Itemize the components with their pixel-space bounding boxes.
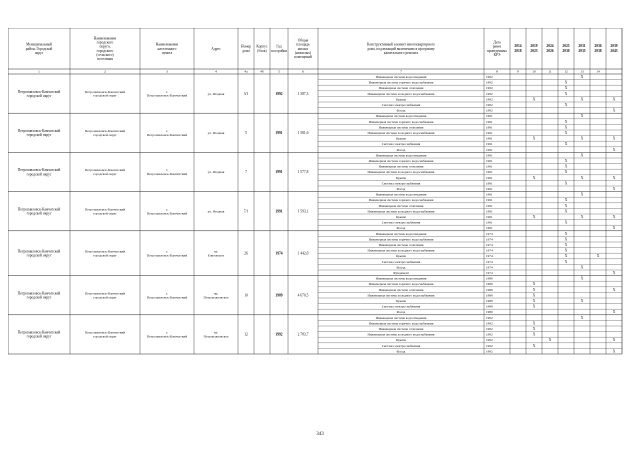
repair-date: 1992 bbox=[486, 103, 493, 107]
repair-date: 1989 bbox=[486, 276, 493, 281]
year-header-text: 2035 bbox=[578, 49, 586, 53]
element-name: Инженерная система отопления bbox=[378, 243, 424, 247]
element-name: Инженерная система отопления bbox=[378, 327, 424, 331]
element-name: Крыша bbox=[395, 175, 407, 180]
element-name: Инженерная система водоотведения bbox=[375, 276, 427, 281]
house-number: 10 bbox=[244, 293, 248, 298]
element-name: Фундамент bbox=[393, 271, 409, 275]
repair-date: 1991 bbox=[486, 215, 493, 219]
header-cell-text: дома bbox=[242, 48, 250, 53]
repair-mark: X bbox=[564, 198, 568, 203]
house-number: 3/1 bbox=[243, 91, 249, 96]
district-text: Петропавловск-Камчатский bbox=[17, 249, 61, 254]
district-text: Петропавловск-Камчатский bbox=[17, 330, 61, 335]
repair-date: 1991 bbox=[486, 220, 493, 225]
element-name: Инженерная система горячего водоснабжения bbox=[368, 282, 434, 287]
element-name: Фасад bbox=[396, 310, 406, 315]
column-number: 7 bbox=[400, 69, 402, 74]
element-name: Фасад bbox=[396, 108, 406, 113]
repair-mark: X bbox=[564, 103, 568, 107]
settlement-text: Петропавловск-Камчатский bbox=[84, 207, 126, 212]
district-text: городской округ bbox=[26, 133, 52, 138]
element-name: Инженерная система отопления bbox=[378, 203, 424, 208]
repair-date: 1974 bbox=[486, 237, 493, 242]
year-header-text: 2038 bbox=[594, 49, 602, 53]
repair-date: 1989 bbox=[486, 304, 493, 309]
header-cell-text: Наименование bbox=[155, 42, 179, 47]
repair-date: 1992 bbox=[486, 108, 493, 113]
header-cell-text: дома, подлежащий включению в программу bbox=[367, 46, 435, 51]
settlement-text: городской округ bbox=[93, 93, 117, 98]
repair-mark: X bbox=[564, 203, 568, 208]
district-text: городской округ bbox=[26, 334, 52, 339]
repair-date: 1992 bbox=[486, 315, 493, 320]
repair-date: 1992 bbox=[486, 86, 493, 91]
settlement-text: Петропавловск-Камчатский bbox=[84, 330, 126, 335]
repair-date: 1989 bbox=[486, 310, 493, 315]
header-cell-text: поселения bbox=[97, 57, 113, 62]
repair-mark: X bbox=[564, 170, 568, 175]
year-header-text: 2043 bbox=[610, 49, 618, 53]
column-number: 6 bbox=[302, 69, 304, 74]
element-name: Инженерная система водоотведения bbox=[375, 114, 427, 119]
house-number: 26 bbox=[244, 251, 248, 256]
address-text: ул. Ягодная bbox=[207, 209, 225, 214]
locality-text: Петропавловск-Камчатский bbox=[146, 93, 188, 98]
district-text: Петропавловск-Камчатский bbox=[17, 168, 61, 173]
repair-mark: X bbox=[612, 136, 616, 141]
repair-mark: X bbox=[564, 231, 568, 236]
element-name: Фасад bbox=[396, 349, 406, 354]
repair-date: 1992 bbox=[486, 91, 493, 96]
year-header-text: 2018 bbox=[514, 49, 522, 53]
header-cell-text: (блок) bbox=[257, 48, 267, 53]
column-number: 3 bbox=[166, 69, 168, 74]
element-name: Крыша bbox=[395, 97, 407, 102]
total-area: 1 593,1 bbox=[297, 209, 309, 214]
element-name: Фасад bbox=[396, 147, 406, 152]
header-cell-text: ранее bbox=[492, 44, 502, 49]
year-header-text: 2024 bbox=[546, 44, 554, 48]
repair-mark: X bbox=[580, 192, 584, 197]
repair-mark: X bbox=[580, 265, 584, 270]
district-text: Петропавловск-Камчатский bbox=[17, 207, 61, 212]
header-cell-text: жилых bbox=[297, 46, 309, 51]
element-name: Инженерная система водоотведения bbox=[375, 231, 427, 236]
repair-mark: X bbox=[532, 175, 536, 180]
header-cell-text: Конструктивный элемент многоквартирного bbox=[367, 42, 435, 47]
repair-mark: X bbox=[596, 254, 600, 259]
total-area: 1 577,8 bbox=[297, 170, 309, 175]
header-cell-text: пункта bbox=[161, 50, 173, 55]
element-name: Инженерная система горячего водоснабжения bbox=[368, 198, 434, 203]
repair-mark: X bbox=[564, 125, 568, 130]
repair-date: 1991 bbox=[486, 153, 493, 158]
repair-mark: X bbox=[612, 271, 616, 275]
element-name: Инженерная система водоотведения bbox=[375, 75, 427, 79]
build-year: 1974 bbox=[275, 251, 283, 256]
year-header-text: 2036 bbox=[594, 44, 602, 48]
year-header-text: 2023 bbox=[530, 49, 538, 53]
locality-text: г. bbox=[166, 207, 168, 212]
repair-date: 1992 bbox=[486, 321, 493, 326]
repair-date: 1991 bbox=[486, 125, 493, 130]
repair-mark: X bbox=[612, 349, 616, 354]
year-header-text: 2026 bbox=[546, 49, 554, 53]
district-text: Петропавловск-Камчатский bbox=[17, 128, 61, 133]
district-text: городской округ bbox=[26, 295, 52, 300]
build-year: 1992 bbox=[275, 332, 283, 337]
column-number: 2 bbox=[104, 69, 106, 74]
header-cell-text: площадь bbox=[296, 42, 310, 47]
repair-mark: X bbox=[532, 287, 536, 292]
repair-mark: X bbox=[612, 187, 616, 191]
element-name: Инженерная система водоотведения bbox=[375, 315, 427, 320]
element-name: Система электроснабжения bbox=[381, 142, 421, 147]
repair-mark: X bbox=[580, 315, 584, 320]
settlement-text: Петропавловск-Камчатский bbox=[84, 129, 126, 134]
address-text: ул. Ягодная bbox=[207, 170, 225, 175]
locality-text: г. bbox=[166, 168, 168, 173]
repair-date: 1991 bbox=[486, 164, 493, 169]
repair-date: 1991 bbox=[486, 198, 493, 203]
repair-date: 1989 bbox=[486, 282, 493, 287]
repair-date: 1991 bbox=[486, 170, 493, 175]
column-number: 4б bbox=[260, 69, 264, 74]
repair-mark: X bbox=[564, 259, 568, 264]
header-cell-text: Общая bbox=[297, 38, 309, 43]
repair-mark: X bbox=[580, 114, 584, 119]
header-cell-text: помещений bbox=[294, 55, 312, 60]
element-name: Инженерная система холодного водоснабжения bbox=[367, 248, 435, 253]
repair-mark: X bbox=[612, 97, 616, 102]
element-name: Крыша bbox=[395, 215, 407, 219]
repair-date: 1991 bbox=[486, 181, 493, 186]
house-number: 7/1 bbox=[243, 209, 249, 214]
column-number: 9 bbox=[517, 69, 519, 74]
settlement-text: Петропавловск-Камчатский bbox=[84, 89, 126, 94]
header-cell-text: городского bbox=[96, 48, 114, 53]
repair-mark: X bbox=[564, 181, 568, 186]
repair-mark: X bbox=[532, 304, 536, 309]
address-text: Петропавловское bbox=[203, 295, 229, 300]
repair-date: 1989 bbox=[486, 287, 493, 292]
district-text: городской округ bbox=[26, 93, 52, 98]
header-cell-text: Адрес bbox=[211, 46, 221, 51]
header-cell-text: (нежилых) bbox=[294, 50, 312, 55]
repair-mark: X bbox=[580, 215, 584, 219]
locality-text: Петропавловск-Камчатский bbox=[146, 253, 188, 258]
column-number: 8 bbox=[496, 69, 498, 74]
locality-text: Петропавловск-Камчатский bbox=[146, 132, 188, 137]
repair-mark: X bbox=[612, 147, 616, 152]
settlement-text: городской округ bbox=[93, 334, 117, 339]
repair-date: 1991 bbox=[486, 226, 493, 231]
repair-mark: X bbox=[564, 237, 568, 242]
element-name: Система электроснабжения bbox=[381, 304, 421, 309]
element-name: Фасад bbox=[396, 226, 406, 231]
element-name: Инженерная система холодного водоснабжения bbox=[367, 332, 435, 337]
repair-mark: X bbox=[532, 299, 536, 303]
year-header-text: 2039 bbox=[610, 44, 618, 48]
element-name: Инженерная система холодного водоснабжения bbox=[367, 209, 435, 214]
repair-date: 1992 bbox=[486, 343, 493, 348]
repair-date: 1992 bbox=[486, 75, 493, 79]
element-name: Инженерная система горячего водоснабжения bbox=[368, 321, 434, 326]
element-name: Инженерная система холодного водоснабжения bbox=[367, 131, 435, 135]
repair-date: 1974 bbox=[486, 271, 493, 275]
header-cell-text: Муниципальный bbox=[26, 42, 52, 47]
repair-mark: X bbox=[564, 131, 568, 135]
district-text: Петропавловск-Камчатский bbox=[17, 291, 61, 296]
settlement-text: городской округ bbox=[93, 172, 117, 177]
house-number: 12 bbox=[244, 332, 248, 337]
total-area: 1 587,3 bbox=[297, 91, 309, 96]
locality-text: Петропавловск-Камчатский bbox=[146, 334, 188, 339]
element-name: Инженерная система отопления bbox=[378, 125, 424, 130]
repair-mark: X bbox=[564, 254, 568, 259]
locality-text: г. bbox=[166, 249, 168, 254]
element-name: Инженерная система холодного водоснабжения bbox=[367, 170, 435, 175]
year-header-text: 2014 bbox=[514, 44, 522, 48]
repair-date: 1991 bbox=[486, 187, 493, 191]
element-name: Крыша bbox=[395, 254, 407, 259]
header-cell-text: Наименование bbox=[93, 36, 117, 41]
element-name: Крыша bbox=[395, 136, 407, 141]
repair-mark: X bbox=[532, 136, 536, 141]
address-text: Петропавловское bbox=[203, 334, 229, 339]
settlement-text: Петропавловск-Камчатский bbox=[84, 249, 126, 254]
header-cell-text: округа, bbox=[99, 44, 111, 49]
header-cell-text: Номер bbox=[241, 44, 251, 49]
header-cell-text: Дата bbox=[493, 40, 501, 45]
element-name: Инженерная система отопления bbox=[378, 86, 424, 91]
locality-text: г. bbox=[166, 129, 168, 134]
repair-mark: X bbox=[532, 215, 536, 219]
repair-date: 1989 bbox=[486, 293, 493, 298]
district-text: городской округ bbox=[26, 172, 52, 177]
column-number: 13 bbox=[580, 69, 584, 74]
repair-date: 1991 bbox=[486, 209, 493, 214]
repair-mark: X bbox=[532, 293, 536, 298]
repair-mark: X bbox=[580, 153, 584, 158]
header-cell-text: постройки bbox=[270, 48, 288, 53]
repair-mark: X bbox=[580, 276, 584, 281]
element-name: Система электроснабжения bbox=[381, 103, 421, 107]
element-name: Крыша bbox=[395, 299, 407, 303]
element-name: Инженерная система отопления bbox=[378, 164, 424, 169]
repair-date: 1991 bbox=[486, 114, 493, 119]
repair-mark: X bbox=[580, 136, 584, 141]
element-name: Крыша bbox=[395, 338, 407, 343]
element-name: Инженерная система водоотведения bbox=[375, 153, 427, 158]
header-cell-text: Корпус bbox=[256, 44, 268, 49]
repair-date: 1992 bbox=[486, 80, 493, 85]
repair-mark: X bbox=[564, 220, 568, 225]
repair-mark: X bbox=[564, 86, 568, 91]
element-name: Инженерная система горячего водоснабжения bbox=[368, 237, 434, 242]
repair-mark: X bbox=[564, 209, 568, 214]
repair-date: 1992 bbox=[486, 332, 493, 337]
locality-text: Петропавловск-Камчатский bbox=[146, 295, 188, 300]
repair-mark: X bbox=[532, 97, 536, 102]
settlement-text: городской округ bbox=[93, 132, 117, 137]
repair-mark: X bbox=[564, 142, 568, 147]
repair-date: 1991 bbox=[486, 142, 493, 147]
repair-mark: X bbox=[564, 119, 568, 124]
repair-date: 1992 bbox=[486, 338, 493, 343]
repair-mark: X bbox=[612, 287, 616, 292]
repair-mark: X bbox=[564, 159, 568, 163]
repair-mark: X bbox=[612, 175, 616, 180]
locality-text: Петропавловск-Камчатский bbox=[146, 211, 188, 216]
address-text: пр. bbox=[213, 291, 219, 296]
repair-mark: X bbox=[532, 332, 536, 337]
element-name: Инженерная система горячего водоснабжения bbox=[368, 119, 434, 124]
year-header-text: 2019 bbox=[530, 44, 538, 48]
repair-mark: X bbox=[612, 310, 616, 315]
address-text: ул. Ягодная bbox=[207, 91, 225, 96]
element-name: Система электроснабжения bbox=[381, 259, 421, 264]
district-text: городской округ bbox=[26, 211, 52, 216]
locality-text: г. bbox=[166, 89, 168, 94]
build-year: 1992 bbox=[275, 91, 283, 96]
repair-mark: X bbox=[580, 97, 584, 102]
locality-text: г. bbox=[166, 330, 168, 335]
column-number: 11 bbox=[548, 69, 552, 74]
repair-date: 1991 bbox=[486, 147, 493, 152]
element-name: Система электроснабжения bbox=[381, 220, 421, 225]
build-year: 1989 bbox=[275, 293, 283, 298]
repair-date: 1991 bbox=[486, 159, 493, 163]
repair-date: 1992 bbox=[486, 97, 493, 102]
repair-date: 1989 bbox=[486, 299, 493, 303]
repair-mark: X bbox=[564, 80, 568, 85]
repair-mark: X bbox=[580, 299, 584, 303]
repair-mark: X bbox=[612, 108, 616, 113]
repair-mark: X bbox=[532, 327, 536, 331]
element-name: Фасад bbox=[396, 187, 406, 191]
element-name: Система электроснабжения bbox=[381, 181, 421, 186]
address-text: пл. bbox=[213, 330, 219, 335]
district-text: Петропавловск-Камчатский bbox=[17, 89, 61, 94]
repair-mark: X bbox=[564, 248, 568, 253]
header-cell-text: капитального ремонта bbox=[383, 50, 419, 55]
repair-date: 1991 bbox=[486, 192, 493, 197]
settlement-text: Петропавловск-Камчатский bbox=[84, 291, 126, 296]
repair-date: 1974 bbox=[486, 248, 493, 253]
header-cell-text: проведенных bbox=[486, 48, 508, 53]
repair-mark: X bbox=[564, 91, 568, 96]
repair-mark: X bbox=[532, 321, 536, 326]
element-name: Система электроснабжения bbox=[381, 343, 421, 348]
repair-mark: X bbox=[580, 175, 584, 180]
total-area: 1 581,6 bbox=[297, 131, 309, 135]
element-name: Инженерная система отопления bbox=[378, 287, 424, 292]
repair-mark: X bbox=[564, 164, 568, 169]
settlement-text: городской округ bbox=[93, 253, 117, 258]
year-header-text: 2030 bbox=[562, 49, 570, 53]
page-number: 343 bbox=[316, 432, 324, 437]
settlement-text: Петропавловск-Камчатский bbox=[84, 168, 126, 173]
repair-date: 1974 bbox=[486, 243, 493, 247]
build-year: 1991 bbox=[275, 209, 283, 214]
repair-mark: X bbox=[612, 338, 616, 343]
element-name: Инженерная система горячего водоснабжения bbox=[368, 80, 434, 85]
repair-date: 1992 bbox=[486, 349, 493, 354]
table-grid bbox=[8, 28, 638, 425]
header-cell-text: населенного bbox=[157, 46, 177, 51]
column-number: 12 bbox=[564, 69, 568, 74]
element-name: Инженерная система водоотведения bbox=[375, 192, 427, 197]
total-area: 2 783,7 bbox=[297, 332, 309, 337]
repair-date: 1974 bbox=[486, 259, 493, 264]
address-text: Елизовское bbox=[207, 253, 225, 258]
header-cell-text: район, Городской bbox=[25, 46, 53, 51]
house-number: 5 bbox=[245, 131, 247, 135]
total-area: 4 670,5 bbox=[297, 293, 309, 298]
repair-mark: X bbox=[612, 215, 616, 219]
repair-date: 1991 bbox=[486, 131, 493, 135]
capital-repair-table bbox=[8, 28, 638, 425]
address-text: пл. bbox=[213, 249, 219, 254]
header-cell-text: городского bbox=[96, 40, 114, 45]
address-text: ул. Ягодная bbox=[207, 130, 225, 135]
column-number: 1 bbox=[38, 69, 40, 74]
repair-date: 1974 bbox=[486, 231, 493, 236]
settlement-text: городской округ bbox=[93, 295, 117, 300]
element-name: Инженерная система холодного водоснабжения bbox=[367, 293, 435, 298]
element-name: Инженерная система горячего водоснабжения bbox=[368, 159, 434, 163]
column-number: 10 bbox=[532, 69, 536, 74]
repair-mark: X bbox=[564, 243, 568, 247]
header-cell-text: Год bbox=[276, 44, 282, 49]
header-cell-text: КРЭ bbox=[493, 52, 501, 57]
repair-date: 1991 bbox=[486, 136, 493, 141]
repair-date: 1991 bbox=[486, 119, 493, 124]
repair-date: 1992 bbox=[486, 327, 493, 331]
repair-mark: X bbox=[548, 338, 552, 343]
column-number: 4 bbox=[215, 69, 217, 74]
column-number: 5 bbox=[278, 69, 280, 74]
house-number: 7 bbox=[245, 170, 247, 175]
build-year: 1991 bbox=[275, 170, 283, 175]
element-name: Фасад bbox=[396, 265, 406, 270]
column-number: 14 bbox=[596, 69, 600, 74]
settlement-text: городской округ bbox=[93, 211, 117, 216]
repair-mark: X bbox=[612, 226, 616, 231]
district-text: городской округ bbox=[26, 253, 52, 258]
year-header-text: 2031 bbox=[578, 44, 586, 48]
header-cell-text: (сельского) bbox=[96, 52, 114, 57]
repair-date: 1974 bbox=[486, 254, 493, 259]
repair-date: 1991 bbox=[486, 175, 493, 180]
repair-mark: X bbox=[532, 282, 536, 287]
year-header-text: 2025 bbox=[562, 44, 570, 48]
repair-mark: X bbox=[580, 75, 584, 79]
locality-text: Петропавловск-Камчатский bbox=[146, 172, 188, 177]
repair-date: 1991 bbox=[486, 203, 493, 208]
element-name: Инженерная система холодного водоснабжения bbox=[367, 91, 435, 96]
repair-mark: X bbox=[532, 343, 536, 348]
total-area: 1 442,0 bbox=[297, 251, 309, 256]
repair-date: 1974 bbox=[486, 265, 493, 270]
build-year: 1991 bbox=[275, 131, 283, 135]
column-number: 4а bbox=[244, 69, 248, 74]
locality-text: г. bbox=[166, 291, 168, 296]
header-cell-text: округ bbox=[34, 50, 44, 55]
